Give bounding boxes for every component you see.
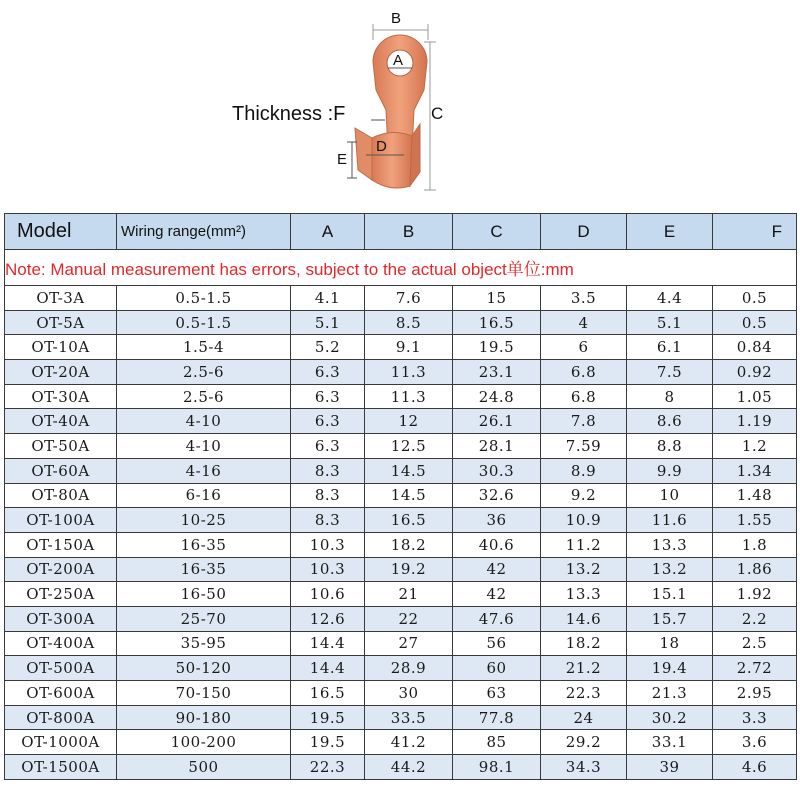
cell-f: 3.6 [713, 730, 797, 755]
cell-c: 30.3 [453, 458, 541, 483]
cell-c: 77.8 [453, 705, 541, 730]
dimension-d-label: D [376, 138, 387, 155]
cell-b: 28.9 [365, 656, 453, 681]
cell-e: 8 [627, 384, 713, 409]
cell-b: 14.5 [365, 483, 453, 508]
cell-b: 41.2 [365, 730, 453, 755]
cell-c: 85 [453, 730, 541, 755]
cell-a: 8.3 [291, 458, 365, 483]
header-wiring-range: Wiring range(mm²) [117, 214, 291, 250]
cell-b: 44.2 [365, 755, 453, 780]
cell-f: 1.92 [713, 582, 797, 607]
cell-model: OT-200A [5, 557, 117, 582]
cell-a: 8.3 [291, 483, 365, 508]
cell-f: 0.5 [713, 310, 797, 335]
cell-wiring-range: 4-10 [117, 434, 291, 459]
cell-wiring-range: 25-70 [117, 606, 291, 631]
cell-f: 1.55 [713, 508, 797, 533]
table-row [5, 532, 797, 557]
cell-model: OT-400A [5, 631, 117, 656]
dimension-e-label: E [337, 151, 348, 168]
cell-model: OT-30A [5, 384, 117, 409]
header-f: F [713, 214, 797, 250]
cell-f: 0.84 [713, 335, 797, 360]
cell-e: 30.2 [627, 705, 713, 730]
cell-e: 10 [627, 483, 713, 508]
cell-b: 9.1 [365, 335, 453, 360]
cell-f: 1.48 [713, 483, 797, 508]
cell-c: 36 [453, 508, 541, 533]
cell-e: 7.5 [627, 360, 713, 385]
cell-e: 19.4 [627, 656, 713, 681]
table-row [5, 409, 797, 434]
cell-e: 5.1 [627, 310, 713, 335]
table-row [5, 705, 797, 730]
header-d: D [541, 214, 627, 250]
cell-model: OT-50A [5, 434, 117, 459]
cell-c: 42 [453, 582, 541, 607]
cell-c: 40.6 [453, 532, 541, 557]
cell-c: 32.6 [453, 483, 541, 508]
cell-f: 4.6 [713, 755, 797, 780]
cell-wiring-range: 100-200 [117, 730, 291, 755]
cell-b: 22 [365, 606, 453, 631]
cell-a: 6.3 [291, 384, 365, 409]
cell-c: 28.1 [453, 434, 541, 459]
dimension-b-label: B [391, 10, 402, 27]
cell-model: OT-150A [5, 532, 117, 557]
table-row [5, 286, 797, 311]
cell-e: 8.6 [627, 409, 713, 434]
cell-d: 13.2 [541, 557, 627, 582]
cell-model: OT-300A [5, 606, 117, 631]
cell-wiring-range: 90-180 [117, 705, 291, 730]
cell-a: 12.6 [291, 606, 365, 631]
table-row [5, 360, 797, 385]
lug-diagram [0, 0, 800, 210]
cell-b: 21 [365, 582, 453, 607]
table-row [5, 681, 797, 706]
cell-wiring-range: 1.5-4 [117, 335, 291, 360]
cell-model: OT-3A [5, 286, 117, 311]
cell-e: 4.4 [627, 286, 713, 311]
cell-model: OT-100A [5, 508, 117, 533]
cell-b: 33.5 [365, 705, 453, 730]
cell-a: 8.3 [291, 508, 365, 533]
cell-model: OT-500A [5, 656, 117, 681]
cell-a: 14.4 [291, 656, 365, 681]
cell-e: 13.2 [627, 557, 713, 582]
cell-wiring-range: 2.5-6 [117, 384, 291, 409]
cell-e: 15.7 [627, 606, 713, 631]
cell-c: 16.5 [453, 310, 541, 335]
cell-f: 0.5 [713, 286, 797, 311]
table-header-row [5, 214, 797, 250]
cell-a: 5.1 [291, 310, 365, 335]
cell-d: 24 [541, 705, 627, 730]
table-row [5, 508, 797, 533]
spec-table [4, 213, 797, 780]
cell-a: 16.5 [291, 681, 365, 706]
cell-a: 5.2 [291, 335, 365, 360]
table-row [5, 631, 797, 656]
cell-model: OT-800A [5, 705, 117, 730]
cell-model: OT-250A [5, 582, 117, 607]
cell-c: 56 [453, 631, 541, 656]
cell-wiring-range: 2.5-6 [117, 360, 291, 385]
header-model: Model [5, 214, 117, 250]
cell-a: 6.3 [291, 434, 365, 459]
cell-model: OT-600A [5, 681, 117, 706]
cell-a: 10.6 [291, 582, 365, 607]
cell-model: OT-1500A [5, 755, 117, 780]
cell-a: 19.5 [291, 730, 365, 755]
cell-model: OT-60A [5, 458, 117, 483]
cell-a: 6.3 [291, 409, 365, 434]
cell-e: 33.1 [627, 730, 713, 755]
cell-wiring-range: 4-10 [117, 409, 291, 434]
cell-d: 6 [541, 335, 627, 360]
cell-wiring-range: 50-120 [117, 656, 291, 681]
cell-e: 18 [627, 631, 713, 656]
table-row [5, 557, 797, 582]
cell-wiring-range: 35-95 [117, 631, 291, 656]
cell-a: 22.3 [291, 755, 365, 780]
cell-d: 22.3 [541, 681, 627, 706]
cell-d: 7.59 [541, 434, 627, 459]
cell-wiring-range: 16-35 [117, 557, 291, 582]
table-row [5, 384, 797, 409]
cell-wiring-range: 0.5-1.5 [117, 286, 291, 311]
cell-f: 2.5 [713, 631, 797, 656]
cell-c: 47.6 [453, 606, 541, 631]
cell-f: 1.05 [713, 384, 797, 409]
cell-c: 98.1 [453, 755, 541, 780]
cell-a: 4.1 [291, 286, 365, 311]
cell-d: 7.8 [541, 409, 627, 434]
cell-model: OT-10A [5, 335, 117, 360]
cell-c: 15 [453, 286, 541, 311]
table-row [5, 310, 797, 335]
cell-e: 8.8 [627, 434, 713, 459]
cell-b: 12.5 [365, 434, 453, 459]
cell-b: 11.3 [365, 360, 453, 385]
header-c: C [453, 214, 541, 250]
cell-f: 2.95 [713, 681, 797, 706]
cell-d: 18.2 [541, 631, 627, 656]
table-row [5, 582, 797, 607]
cell-b: 12 [365, 409, 453, 434]
cell-d: 6.8 [541, 384, 627, 409]
cell-e: 6.1 [627, 335, 713, 360]
cell-a: 10.3 [291, 557, 365, 582]
cell-d: 21.2 [541, 656, 627, 681]
dimension-c-label: C [431, 104, 444, 123]
cell-d: 34.3 [541, 755, 627, 780]
cell-c: 26.1 [453, 409, 541, 434]
cell-wiring-range: 500 [117, 755, 291, 780]
table-row [5, 656, 797, 681]
cell-b: 14.5 [365, 458, 453, 483]
cell-f: 1.19 [713, 409, 797, 434]
cell-b: 11.3 [365, 384, 453, 409]
cell-d: 29.2 [541, 730, 627, 755]
table-row [5, 755, 797, 780]
header-b: B [365, 214, 453, 250]
dimension-a-label: A [393, 52, 404, 69]
cell-d: 13.3 [541, 582, 627, 607]
cell-d: 4 [541, 310, 627, 335]
cell-wiring-range: 4-16 [117, 458, 291, 483]
cell-wiring-range: 6-16 [117, 483, 291, 508]
cell-model: OT-40A [5, 409, 117, 434]
cell-wiring-range: 0.5-1.5 [117, 310, 291, 335]
cell-f: 0.92 [713, 360, 797, 385]
cell-model: OT-1000A [5, 730, 117, 755]
cell-d: 8.9 [541, 458, 627, 483]
cell-e: 11.6 [627, 508, 713, 533]
cell-a: 19.5 [291, 705, 365, 730]
cell-d: 14.6 [541, 606, 627, 631]
cell-c: 24.8 [453, 384, 541, 409]
cell-b: 27 [365, 631, 453, 656]
cell-model: OT-20A [5, 360, 117, 385]
cell-c: 19.5 [453, 335, 541, 360]
cell-c: 23.1 [453, 360, 541, 385]
cell-a: 6.3 [291, 360, 365, 385]
cell-e: 13.3 [627, 532, 713, 557]
cell-e: 21.3 [627, 681, 713, 706]
cell-b: 8.5 [365, 310, 453, 335]
cell-d: 11.2 [541, 532, 627, 557]
cell-b: 18.2 [365, 532, 453, 557]
cell-d: 9.2 [541, 483, 627, 508]
cell-b: 7.6 [365, 286, 453, 311]
cell-c: 60 [453, 656, 541, 681]
cell-b: 19.2 [365, 557, 453, 582]
cell-f: 1.34 [713, 458, 797, 483]
cell-d: 6.8 [541, 360, 627, 385]
cell-e: 39 [627, 755, 713, 780]
cell-f: 1.8 [713, 532, 797, 557]
cell-b: 30 [365, 681, 453, 706]
cell-wiring-range: 16-50 [117, 582, 291, 607]
copper-lug-illustration [0, 0, 800, 210]
cell-b: 16.5 [365, 508, 453, 533]
header-e: E [627, 214, 713, 250]
table-row [5, 606, 797, 631]
table-row [5, 335, 797, 360]
cell-f: 1.86 [713, 557, 797, 582]
cell-a: 14.4 [291, 631, 365, 656]
cell-a: 10.3 [291, 532, 365, 557]
cell-e: 15.1 [627, 582, 713, 607]
cell-d: 3.5 [541, 286, 627, 311]
cell-f: 1.2 [713, 434, 797, 459]
cell-c: 63 [453, 681, 541, 706]
cell-d: 10.9 [541, 508, 627, 533]
cell-f: 2.2 [713, 606, 797, 631]
cell-model: OT-5A [5, 310, 117, 335]
cell-f: 2.72 [713, 656, 797, 681]
cell-wiring-range: 16-35 [117, 532, 291, 557]
measurement-note: Note: Manual measurement has errors, subject to the actual object单位:mm [5, 250, 797, 286]
cell-f: 3.3 [713, 705, 797, 730]
table-row [5, 434, 797, 459]
thickness-label: Thickness :F [232, 103, 346, 125]
header-a: A [291, 214, 365, 250]
table-row [5, 730, 797, 755]
cell-e: 9.9 [627, 458, 713, 483]
cell-wiring-range: 70-150 [117, 681, 291, 706]
table-row [5, 458, 797, 483]
cell-wiring-range: 10-25 [117, 508, 291, 533]
cell-c: 42 [453, 557, 541, 582]
cell-model: OT-80A [5, 483, 117, 508]
table-row [5, 483, 797, 508]
note-row [5, 250, 797, 286]
